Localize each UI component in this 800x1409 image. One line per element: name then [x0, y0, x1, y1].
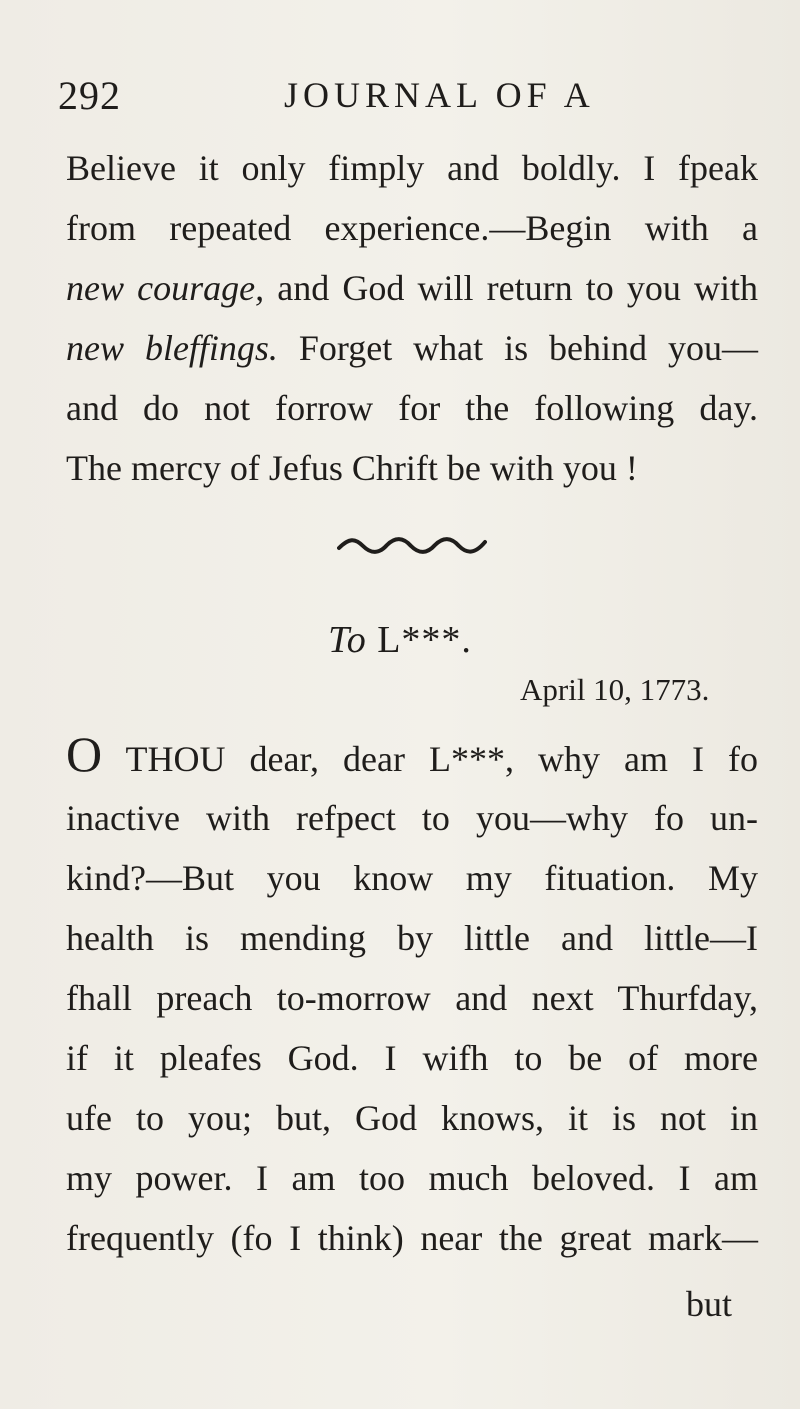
drop-cap: O [66, 726, 103, 782]
text-line: and do not forrow for the following day. [66, 388, 758, 428]
italic-phrase: new courage, [66, 268, 265, 308]
text-line: ufe to you; but, God knows, it is not in [66, 1098, 758, 1138]
text-line: if it pleafes God. I wifh to be of more [66, 1038, 758, 1078]
salutation-to: To [328, 619, 367, 661]
text-line: fhall preach to-morrow and next Thurfday, [66, 978, 758, 1018]
text-line [66, 266, 758, 310]
running-head: JOURNAL OF A [284, 75, 595, 115]
letter-salutation [0, 618, 800, 662]
text-line [66, 326, 758, 370]
text-line: kind?—But you know my fituation. My [66, 858, 758, 898]
text-line: health is mending by little and little—I [66, 918, 758, 958]
text-line: inactive with refpect to you—why fo un- [66, 798, 758, 838]
small-caps-word: THOU [102, 739, 226, 779]
page-number: 292 [58, 73, 121, 118]
wavy-rule-ornament-icon [337, 536, 487, 554]
page-header [58, 72, 758, 122]
text-line [66, 726, 758, 782]
italic-phrase: new bleffings. [66, 328, 278, 368]
text-line: Believe it only fimply and boldly. I fpeak [66, 148, 758, 188]
text-line: from repeated experience.—Begin with a [66, 208, 758, 248]
catchword: but [686, 1284, 733, 1324]
text-line: my power. I am too much beloved. I am [66, 1158, 758, 1198]
text-line: The mercy of Jefus Chrift be with you ! [66, 448, 638, 488]
text-run: and God will return to you with [264, 268, 758, 308]
text-line: frequently (fo I think) near the great mark— [66, 1218, 758, 1258]
letter-date: April 10, 1773. [520, 672, 710, 707]
salutation-name: L***. [366, 619, 472, 661]
text-run: dear, dear L***, why am I fo [225, 739, 758, 779]
text-run: Forget what is behind you— [277, 328, 758, 368]
